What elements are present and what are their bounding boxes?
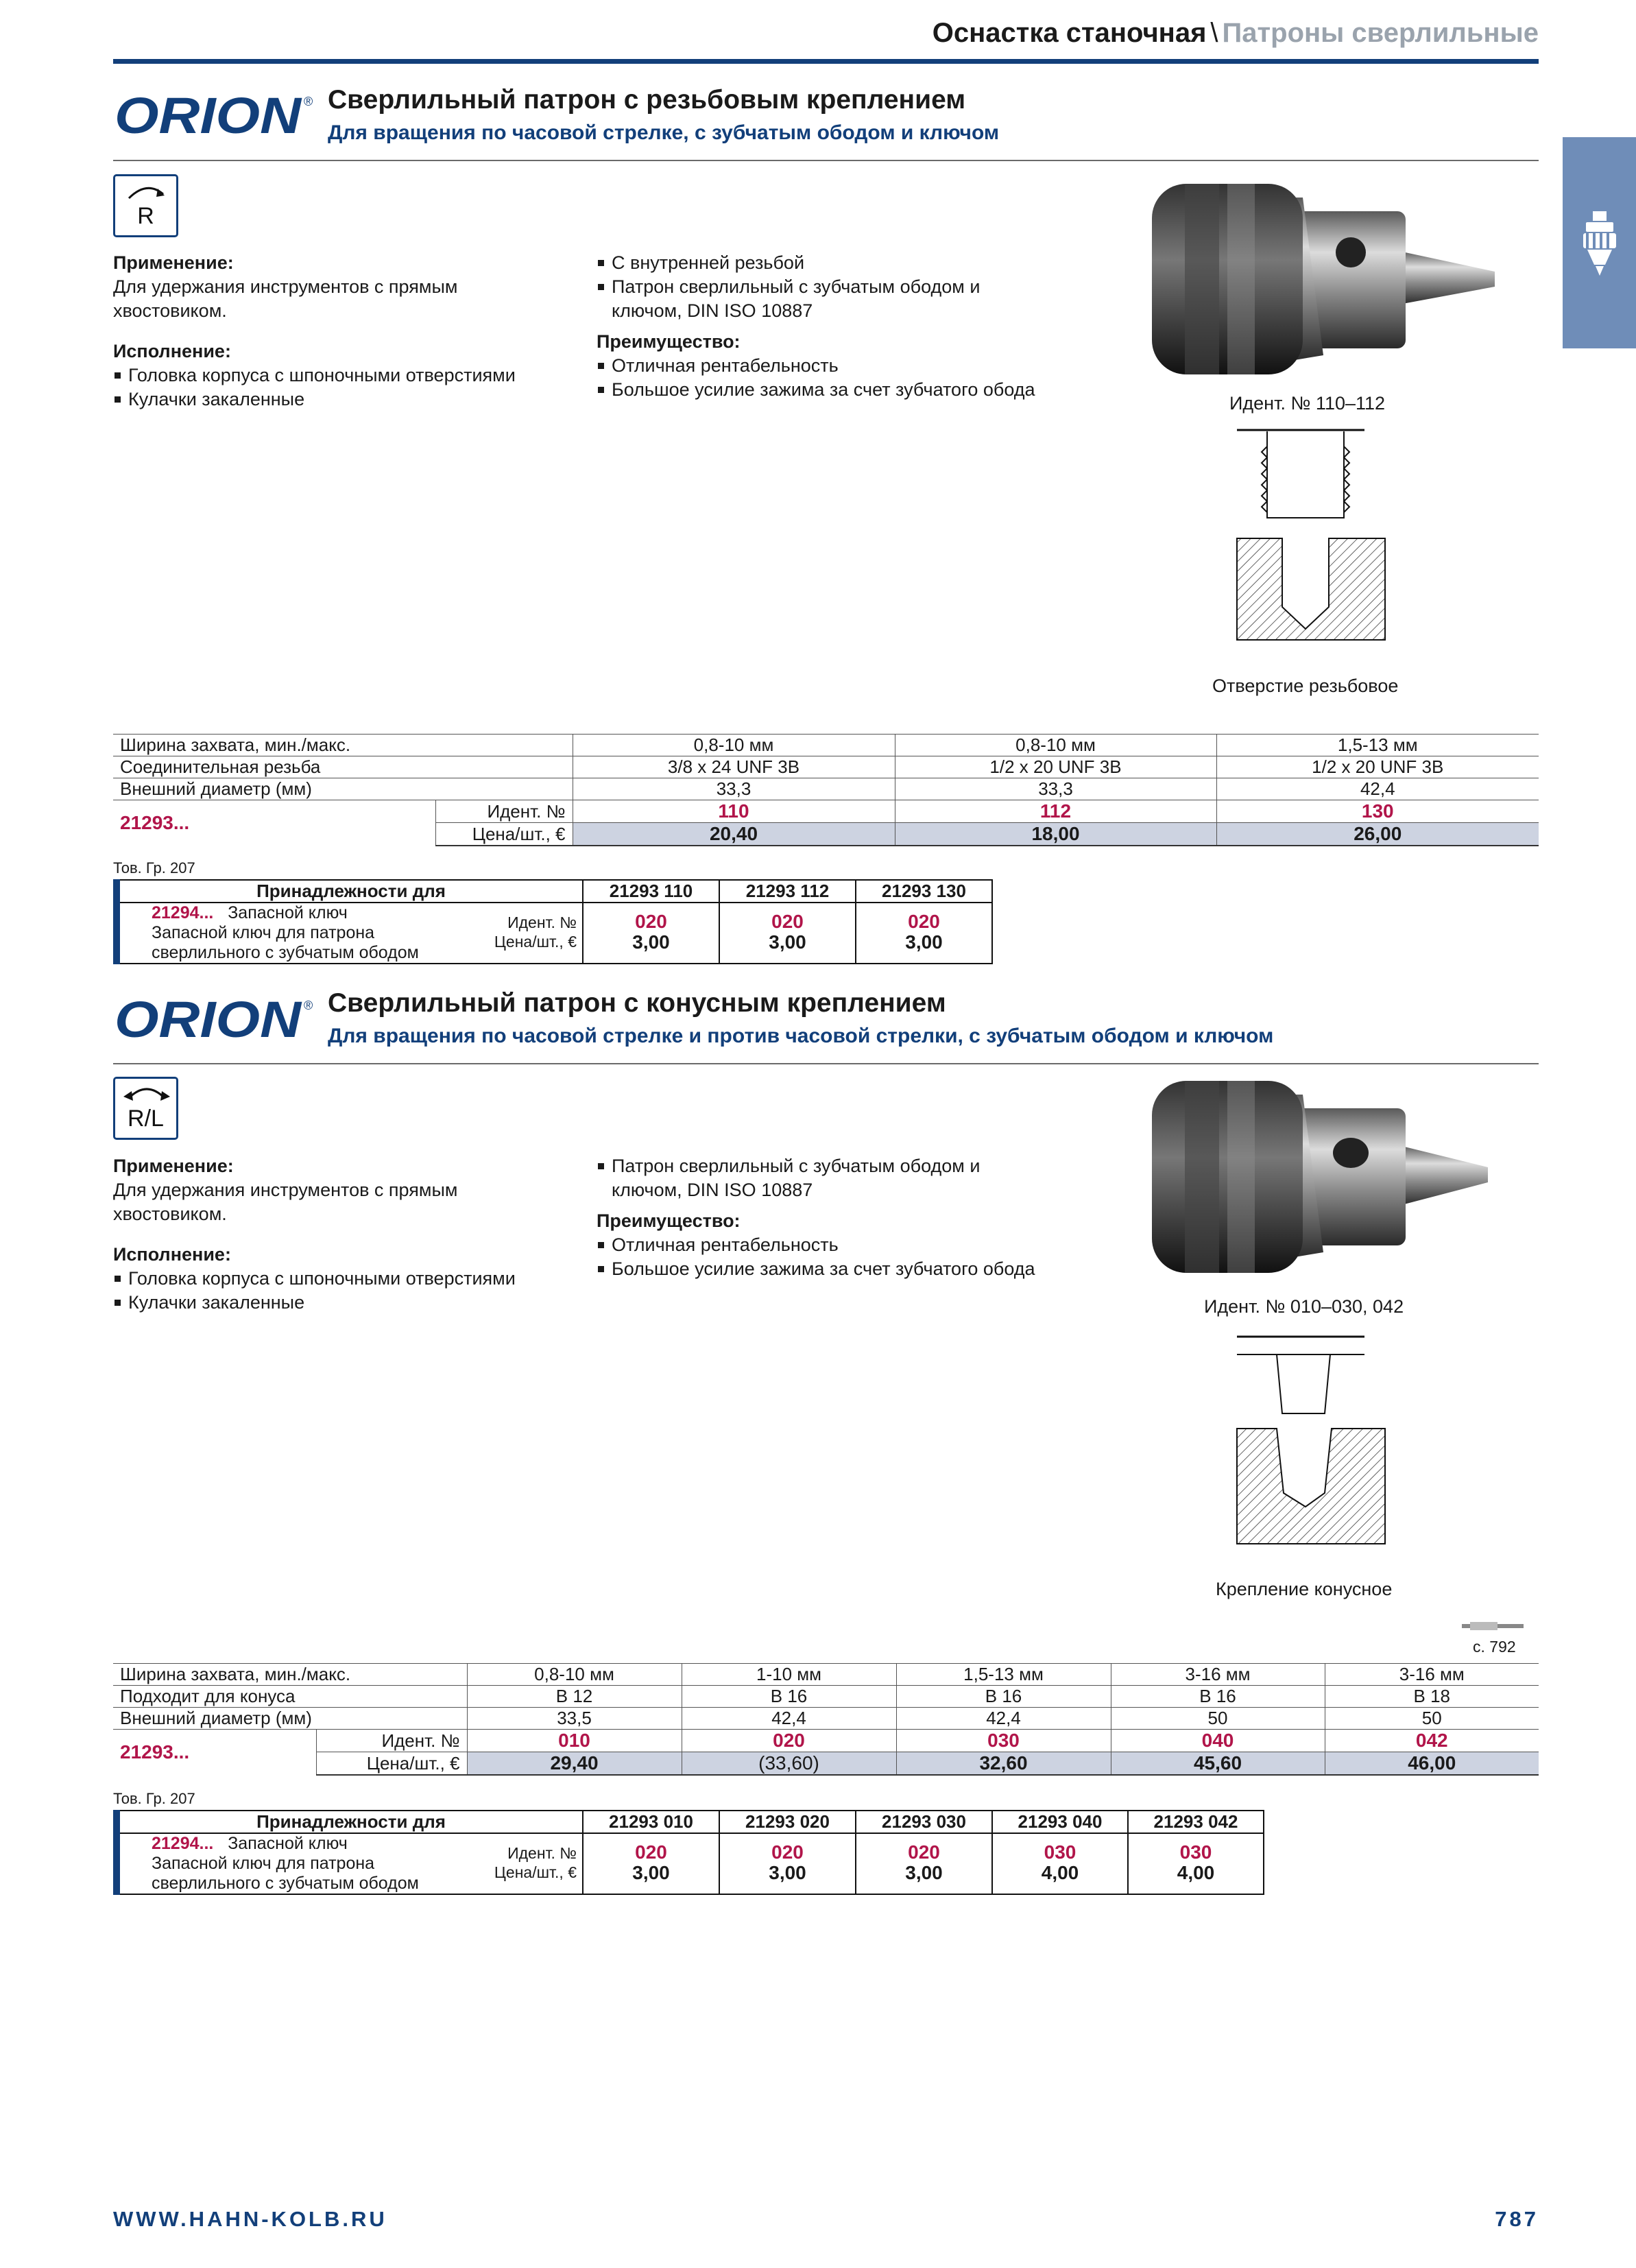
spec-cell: 50 xyxy=(1111,1708,1325,1730)
page-reference-link[interactable]: с. 792 xyxy=(1473,1638,1516,1656)
taper-arbor-thumbnail xyxy=(1460,1619,1529,1634)
section1-spec-table xyxy=(113,734,1539,846)
accessories-header: Принадлежности для xyxy=(117,1811,583,1833)
accessory-name: Запасной ключ xyxy=(228,1834,348,1853)
header-category: Оснастка станочная xyxy=(932,18,1207,48)
price-cell: 45,60 xyxy=(1111,1752,1325,1776)
accessory-desc-line: сверлильного с зубчатым ободом xyxy=(152,1874,419,1893)
design-item: Головка корпуса с шпоночными отверстиями xyxy=(113,363,593,387)
price-label: Цена/шт., € xyxy=(494,933,577,951)
section-side-tab[interactable] xyxy=(1563,137,1636,348)
spec-label: Соединительная резьба xyxy=(113,756,573,778)
section2-diagram-caption: Крепление конусное xyxy=(1216,1579,1393,1599)
svg-text:®: ® xyxy=(304,95,313,108)
rotation-badge-rl xyxy=(113,1077,178,1140)
spec-cell: B 16 xyxy=(682,1686,896,1708)
spec-cell: B 12 xyxy=(467,1686,682,1708)
section2-subtitle: Для вращения по часовой стрелке и против часовой стрелки, с зубчатым ободом и ключом xyxy=(328,1025,1274,1047)
svg-text:ORION: ORION xyxy=(115,991,302,1045)
accessory-row xyxy=(117,1833,1264,1894)
section2-accessories-table xyxy=(113,1810,1264,1895)
spec-row xyxy=(113,1686,1539,1708)
spec-cell: B 18 xyxy=(1325,1686,1539,1708)
accessory-desc-line: Запасной ключ для патрона xyxy=(152,923,375,942)
application-text: Для удержания инструментов с прямым хвостовиком. xyxy=(113,1180,458,1224)
id-row xyxy=(113,800,1539,823)
spec-cell: 33,3 xyxy=(573,778,895,800)
accessory-cell[interactable]: 030 4,00 xyxy=(1128,1833,1264,1894)
drill-chuck-taper-image xyxy=(1124,1074,1495,1292)
accessories-header-row xyxy=(117,1811,1264,1833)
section2-image-caption: Идент. № 010–030, 042 xyxy=(1204,1296,1404,1317)
accessory-desc-line: Запасной ключ для патрона xyxy=(152,1854,375,1873)
accessories-for: 21293 110 xyxy=(583,880,719,903)
feature-item: С внутренней резьбой xyxy=(597,251,1076,275)
section2-rule xyxy=(113,1063,1539,1064)
spec-row xyxy=(113,778,1539,800)
article-number: 21293... xyxy=(113,800,435,846)
price-cell: 46,00 xyxy=(1325,1752,1539,1776)
accessory-labels xyxy=(447,1833,583,1894)
id-cell[interactable]: 040 xyxy=(1111,1730,1325,1752)
rotation-badge-r xyxy=(113,174,178,237)
section2-product-group: Тов. Гр. 207 xyxy=(113,1790,195,1807)
accessories-for: 21293 030 xyxy=(856,1811,992,1833)
spec-label: Ширина захвата, мин./макс. xyxy=(113,1664,467,1686)
bidirectional-arrow-icon xyxy=(121,1083,173,1103)
section1-subtitle: Для вращения по часовой стрелке, с зубчатым ободом и ключом xyxy=(328,121,1000,144)
design-item: Кулачки закаленные xyxy=(113,387,593,411)
section2-features xyxy=(597,1154,1076,1281)
header-separator: \ xyxy=(1210,18,1218,48)
id-label: Идент. № xyxy=(316,1730,467,1752)
advantage-item: Отличная рентабельность xyxy=(597,354,1076,378)
id-cell[interactable]: 010 xyxy=(467,1730,682,1752)
article-number: 21293... xyxy=(113,1730,316,1776)
id-row xyxy=(113,1730,1539,1752)
accessories-for: 21293 130 xyxy=(856,880,992,903)
rotation-label: R xyxy=(137,203,154,229)
accessories-for: 21293 042 xyxy=(1128,1811,1264,1833)
spec-cell: 42,4 xyxy=(1216,778,1539,800)
advantage-item: Большое усилие зажима за счет зубчатого обода xyxy=(597,1257,1076,1281)
id-cell[interactable]: 110 xyxy=(573,800,895,823)
accessory-row xyxy=(117,903,992,964)
spec-cell: 33,3 xyxy=(895,778,1216,800)
accessory-article: 21294... xyxy=(152,1834,214,1853)
section1-application xyxy=(113,251,538,323)
accessory-cell[interactable]: 020 3,00 xyxy=(856,1833,992,1894)
spec-cell: 0,8-10 мм xyxy=(573,735,895,756)
spec-cell: 1/2 x 20 UNF 3B xyxy=(1216,756,1539,778)
spec-cell: B 16 xyxy=(896,1686,1111,1708)
price-label: Цена/шт., € xyxy=(316,1752,467,1776)
section1-product-group: Тов. Гр. 207 xyxy=(113,859,195,876)
design-heading: Исполнение: xyxy=(113,341,231,361)
spec-cell: 1-10 мм xyxy=(682,1664,896,1686)
spec-cell: 42,4 xyxy=(896,1708,1111,1730)
spec-cell: 1,5-13 мм xyxy=(1216,735,1539,756)
spec-row xyxy=(113,1708,1539,1730)
section1-image-caption: Идент. № 110–112 xyxy=(1229,393,1386,414)
section2-application xyxy=(113,1154,538,1226)
price-cell: 18,00 xyxy=(895,823,1216,846)
advantage-item: Отличная рентабельность xyxy=(597,1233,1076,1257)
price-label: Цена/шт., € xyxy=(435,823,573,846)
spec-row xyxy=(113,1664,1539,1686)
spec-cell: 33,5 xyxy=(467,1708,682,1730)
price-label: Цена/шт., € xyxy=(494,1863,577,1881)
svg-text:ORION: ORION xyxy=(115,87,302,141)
spec-cell: 0,8-10 мм xyxy=(895,735,1216,756)
advantage-heading: Преимущество: xyxy=(597,331,741,352)
price-cell: 26,00 xyxy=(1216,823,1539,846)
id-cell[interactable]: 020 xyxy=(682,1730,896,1752)
id-label: Идент. № xyxy=(507,914,577,931)
orion-logo xyxy=(113,990,315,1045)
application-heading: Применение: xyxy=(113,1156,234,1176)
spec-row xyxy=(113,756,1539,778)
accessory-cell[interactable]: 020 3,00 xyxy=(583,1833,719,1894)
accessory-cell[interactable]: 020 3,00 xyxy=(719,903,856,964)
spec-cell: 3-16 мм xyxy=(1111,1664,1325,1686)
spec-cell: 1,5-13 мм xyxy=(896,1664,1111,1686)
footer-website-link[interactable]: WWW.HAHN-KOLB.RU xyxy=(113,2207,387,2231)
spec-cell: 3/8 x 24 UNF 3B xyxy=(573,756,895,778)
drill-chuck-icon xyxy=(1582,211,1617,277)
page-header-title xyxy=(933,18,1539,49)
accessory-article: 21294... xyxy=(152,903,214,922)
spec-cell: 1/2 x 20 UNF 3B xyxy=(895,756,1216,778)
price-cell: (33,60) xyxy=(682,1752,896,1776)
accessory-desc-line: сверлильного с зубчатым ободом xyxy=(152,943,419,962)
taper-mount-diagram xyxy=(1234,1334,1392,1547)
price-row xyxy=(113,1752,1539,1776)
accessories-for: 21293 010 xyxy=(583,1811,719,1833)
svg-text:®: ® xyxy=(304,999,313,1012)
threaded-mount-diagram xyxy=(1234,429,1392,641)
feature-item: Патрон сверлильный с зубчатым ободом и ключом, DIN ISO 10887 xyxy=(597,1154,1008,1202)
section2-title: Сверлильный патрон с конусным креплением xyxy=(328,988,946,1018)
advantage-heading: Преимущество: xyxy=(597,1210,741,1231)
accessory-cell[interactable]: 020 3,00 xyxy=(719,1833,856,1894)
id-label: Идент. № xyxy=(435,800,573,823)
section1-title: Сверлильный патрон с резьбовым креплением xyxy=(328,85,966,115)
price-cell: 20,40 xyxy=(573,823,895,846)
section1-rule xyxy=(113,160,1539,161)
price-cell: 29,40 xyxy=(467,1752,682,1776)
accessory-description xyxy=(117,903,447,964)
id-cell[interactable]: 042 xyxy=(1325,1730,1539,1752)
feature-item: Патрон сверлильный с зубчатым ободом и ключом, DIN ISO 10887 xyxy=(597,275,1008,323)
design-item: Головка корпуса с шпоночными отверстиями xyxy=(113,1267,593,1291)
id-cell[interactable]: 112 xyxy=(895,800,1216,823)
spec-cell: 42,4 xyxy=(682,1708,896,1730)
accessory-cell[interactable]: 020 3,00 xyxy=(583,903,719,964)
spec-label: Внешний диаметр (мм) xyxy=(113,1708,467,1730)
spec-label: Подходит для конуса xyxy=(113,1686,467,1708)
accessory-cell[interactable]: 020 3,00 xyxy=(856,903,992,964)
orion-logo xyxy=(113,86,315,141)
section1-features xyxy=(597,251,1076,402)
spec-cell: 50 xyxy=(1325,1708,1539,1730)
application-text: Для удержания инструментов с прямым хвостовиком. xyxy=(113,276,458,321)
section1-accessories-table xyxy=(113,879,993,964)
accessory-cell[interactable]: 030 4,00 xyxy=(992,1833,1128,1894)
spec-label: Ширина захвата, мин./макс. xyxy=(113,735,573,756)
spec-cell: 3-16 мм xyxy=(1325,1664,1539,1686)
design-heading: Исполнение: xyxy=(113,1244,231,1265)
spec-cell: 0,8-10 мм xyxy=(467,1664,682,1686)
accessories-for: 21293 112 xyxy=(719,880,856,903)
id-label: Идент. № xyxy=(507,1844,577,1862)
section2-spec-table xyxy=(113,1663,1539,1776)
spec-row xyxy=(113,735,1539,756)
spec-cell: B 16 xyxy=(1111,1686,1325,1708)
accessory-description xyxy=(117,1833,447,1894)
header-subcategory: Патроны сверлильные xyxy=(1222,18,1539,48)
price-cell: 32,60 xyxy=(896,1752,1111,1776)
accessories-for: 21293 040 xyxy=(992,1811,1128,1833)
drill-chuck-threaded-image xyxy=(1124,170,1495,388)
rotation-label: R/L xyxy=(128,1106,164,1132)
id-cell[interactable]: 030 xyxy=(896,1730,1111,1752)
design-item: Кулачки закаленные xyxy=(113,1291,593,1315)
accessories-header: Принадлежности для xyxy=(117,880,583,903)
accessory-labels xyxy=(447,903,583,964)
section1-diagram-caption: Отверстие резьбовое xyxy=(1212,676,1399,696)
accessories-header-row xyxy=(117,880,992,903)
section2-design xyxy=(113,1243,593,1315)
accessories-for: 21293 020 xyxy=(719,1811,856,1833)
application-heading: Применение: xyxy=(113,252,234,273)
advantage-item: Большое усилие зажима за счет зубчатого обода xyxy=(597,378,1076,402)
accessory-name: Запасной ключ xyxy=(228,903,348,922)
id-cell[interactable]: 130 xyxy=(1216,800,1539,823)
page-number: 787 xyxy=(1495,2207,1539,2231)
header-rule xyxy=(113,59,1539,64)
spec-label: Внешний диаметр (мм) xyxy=(113,778,573,800)
section1-design xyxy=(113,339,593,411)
clockwise-arrow-icon xyxy=(125,182,169,201)
